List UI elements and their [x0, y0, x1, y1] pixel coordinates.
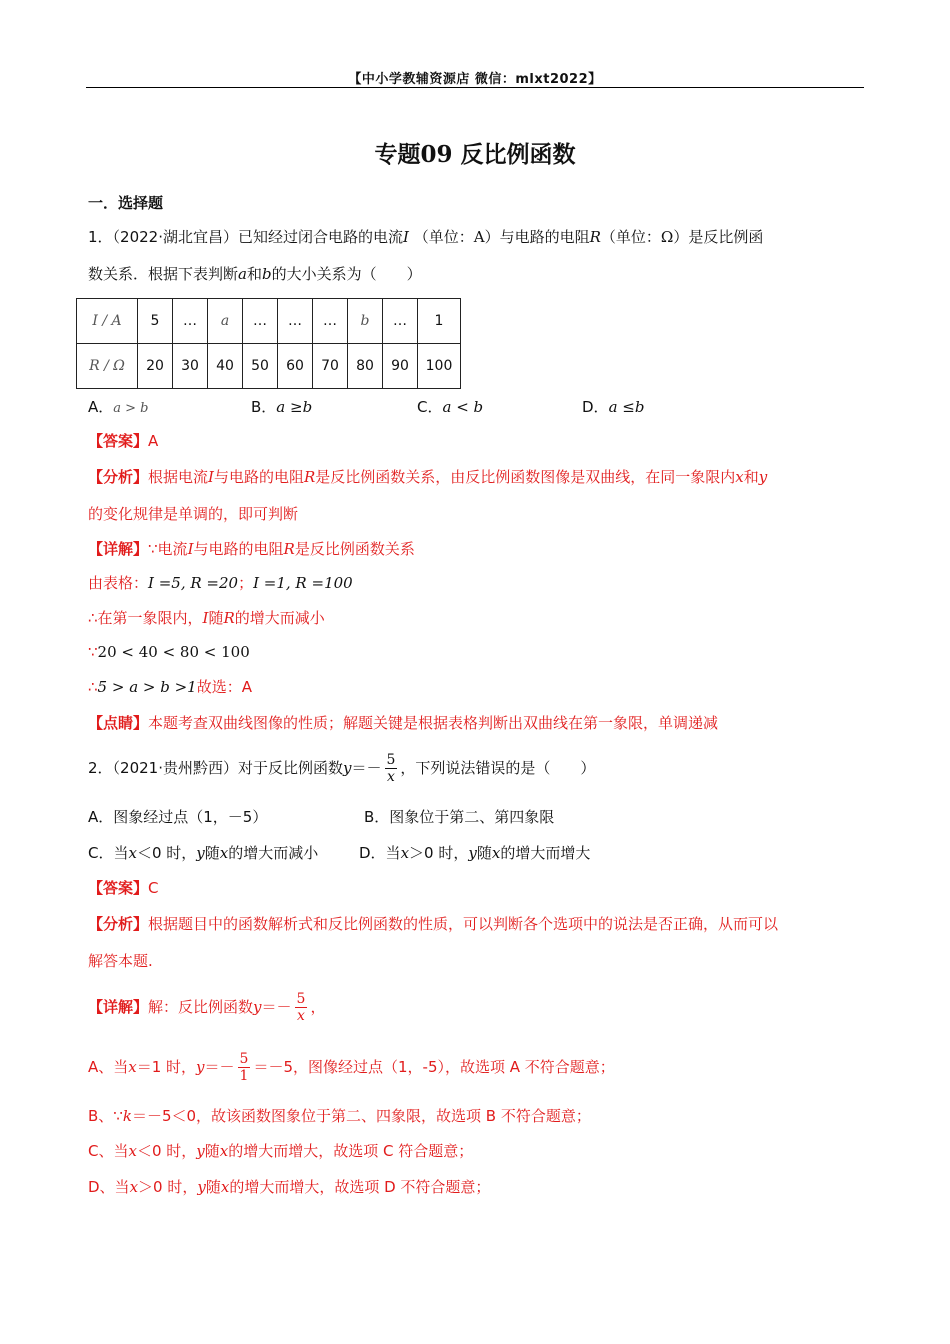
q2-detail-d: D、当x＞0 时，y随x的增大而增大，故选项 D 不符合题意； — [88, 1178, 491, 1196]
q1-detail-line1: 【详解】∵电流I与电路的电阻R是反比例函数关系 — [88, 540, 415, 558]
q2-analysis-line1: 【分析】根据题目中的函数解析式和反比例函数的性质，可以判断各个选项中的说法是否正确，从而可以 — [88, 915, 779, 933]
fraction: $\frac{5}{x}$ — [296, 991, 306, 1024]
fraction: $\frac{5}{x}$ — [386, 752, 396, 785]
table-cell: 20 — [138, 344, 173, 389]
table-cell: 30 — [173, 344, 208, 389]
q1-option-a: A．a > b — [88, 398, 149, 416]
q2-answer: 【答案】C — [88, 879, 159, 897]
q1-analysis-line1: 【分析】根据电流I与电路的电阻R是反比例函数关系，由反比例函数图像是双曲线，在同一象限内x和y — [88, 468, 768, 486]
table-cell: … — [243, 299, 278, 344]
q2-detail-a: A、当x＝1 时，y＝－ $\frac{5}{1}$ ＝－5，图像经过点（1，-5），故选项 A 不符合题意； — [88, 1051, 615, 1084]
q1-data-table — [76, 298, 461, 389]
header-rule — [86, 87, 864, 88]
q2-stem: 2．（2021·贵州黔西）对于反比例函数y＝－ $\frac{5}{x}$ ，下列说法错误的是（ ） — [88, 752, 596, 785]
table-cell: a — [208, 299, 243, 344]
q1-comment: 【点睛】本题考查双曲线图像的性质；解题关键是根据表格判断出双曲线在第一象限，单调递减 — [88, 714, 719, 732]
q2-detail-intro: 【详解】解：反比例函数y＝－ $\frac{5}{x}$ ， — [88, 991, 326, 1024]
table-cell: b — [348, 299, 383, 344]
q1-option-d: D．a ≤b — [582, 398, 645, 416]
table-cell: … — [278, 299, 313, 344]
table-cell: 1 — [418, 299, 461, 344]
table-cell: I / A — [77, 299, 138, 344]
q1-detail-line5: ∴5 > a > b >1故选：A — [88, 678, 252, 696]
table-row — [77, 299, 461, 344]
table-cell: 100 — [418, 344, 461, 389]
table-cell: R / Ω — [77, 344, 138, 389]
table-cell: 5 — [138, 299, 173, 344]
page-title: 专题09 反比例函数 — [374, 141, 576, 168]
table-cell: … — [313, 299, 348, 344]
q2-analysis-line2: 解答本题. — [88, 952, 153, 970]
table-cell: 60 — [278, 344, 313, 389]
q1-option-c: C．a < b — [417, 398, 484, 416]
q2-option-c: C．当x＜0 时，y随x的增大而减小 — [88, 844, 319, 862]
q1-stem-line2: 数关系．根据下表判断a和b的大小关系为（ ） — [88, 265, 422, 283]
table-cell: 70 — [313, 344, 348, 389]
table-cell: 40 — [208, 344, 243, 389]
q1-analysis-line2: 的变化规律是单调的，即可判断 — [88, 505, 299, 523]
q2-detail-b: B、∵k＝－5＜0，故该函数图象位于第二、四象限，故选项 B 不符合题意； — [88, 1107, 591, 1125]
table-cell: … — [383, 299, 418, 344]
q1-answer: 【答案】A — [88, 432, 159, 450]
q2-option-d: D．当x＞0 时，y随x的增大而增大 — [359, 844, 591, 862]
table-row — [77, 344, 461, 389]
q1-option-b: B．a ≥b — [251, 398, 313, 416]
table-cell: … — [173, 299, 208, 344]
q2-detail-c: C、当x＜0 时，y随x的增大而增大，故选项 C 符合题意； — [88, 1142, 474, 1160]
q1-detail-line2: 由表格：I =5, R =20；I =1, R =100 — [88, 574, 353, 592]
table-cell: 80 — [348, 344, 383, 389]
section-heading: 一．选择题 — [88, 194, 164, 212]
q1-stem-line1: 1．（2022·湖北宜昌）已知经过闭合电路的电流I （单位：A）与电路的电阻R（单位：Ω）是反比例函 — [88, 228, 764, 246]
page-header: 【中小学教辅资源店 微信：mlxt2022】 — [348, 72, 602, 87]
q2-option-b: B．图象位于第二、第四象限 — [364, 808, 555, 826]
q2-option-a: A．图象经过点（1，－5） — [88, 808, 268, 826]
table-cell: 50 — [243, 344, 278, 389]
fraction: $\frac{5}{1}$ — [239, 1051, 249, 1084]
q1-detail-line3: ∴在第一象限内，I随R的增大而减小 — [88, 609, 325, 627]
table-cell: 90 — [383, 344, 418, 389]
q1-detail-line4: ∵20 < 40 < 80 < 100 — [88, 643, 250, 661]
